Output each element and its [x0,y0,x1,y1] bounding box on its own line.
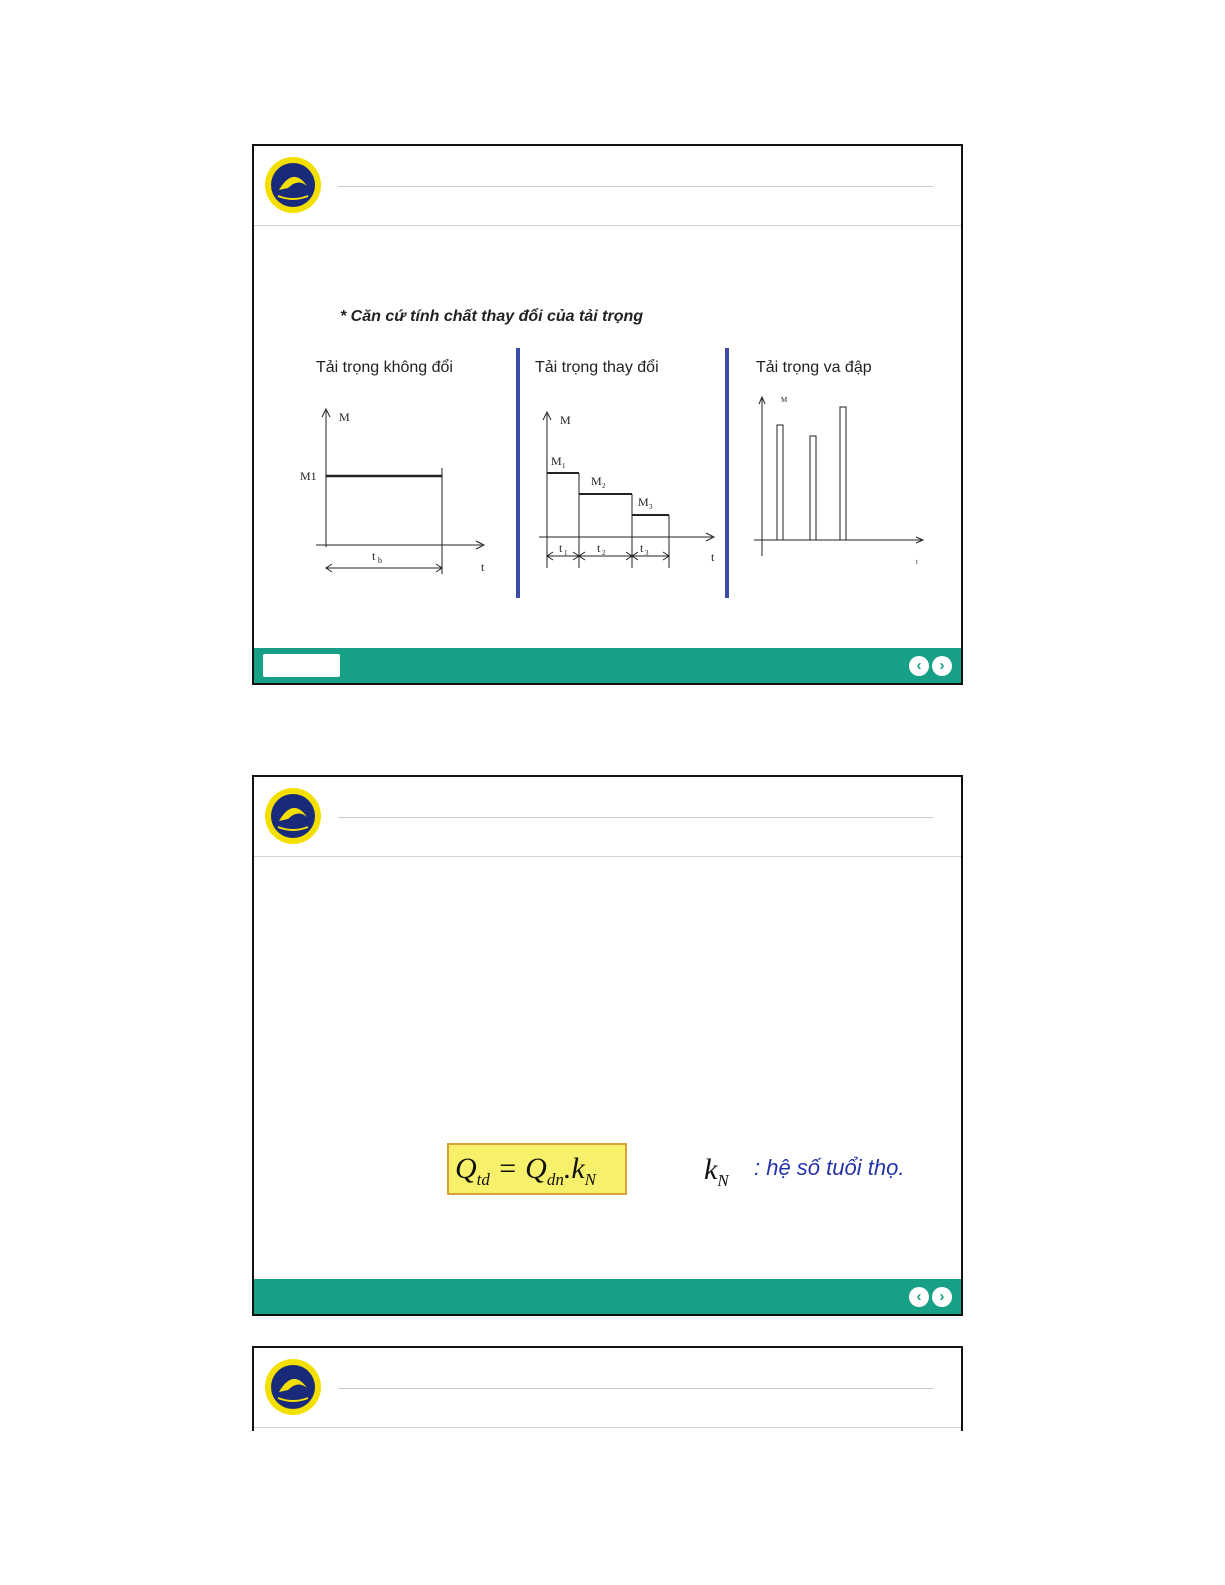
formula-sub-td: td [476,1170,490,1189]
slide-2 [252,775,963,1316]
y-axis-label: M [560,413,571,427]
header-separator [254,1427,961,1428]
kn-symbol [704,1153,729,1191]
impact-bar-2 [810,436,816,540]
footer-label-box [263,654,340,677]
formula-sub-N: N [584,1170,596,1189]
duration-label: t [372,549,376,563]
university-logo [264,1358,322,1416]
step-label-M2-sub: 2 [602,482,606,490]
step-label-M3-sub: 3 [649,503,653,511]
x-axis-label: t [481,560,485,574]
kn-description: : hệ số tuổi thọ. [754,1155,905,1180]
duration-t3: t [640,541,644,555]
header-separator [254,856,961,857]
formula-k: k [571,1152,585,1185]
y-axis-label: M [781,396,788,404]
slide-heading: * Căn cứ tính chất thay đổi của tải trọng [340,308,644,325]
formula-Q: Q [455,1152,477,1185]
step-label-M3: M [638,495,649,509]
y-axis-label: M [339,410,350,424]
duration-t2: t [597,541,601,555]
chevron-left-icon[interactable]: ‹ [909,1287,929,1307]
formula-sub-dn: dn [546,1170,564,1189]
duration-t3-sub: 3 [645,549,649,557]
slide-footer [254,1279,961,1314]
step-label-M2: M [591,474,602,488]
chart-variable-load [539,412,715,568]
formula-equals: = [489,1152,526,1185]
slide-1 [252,144,963,685]
chevron-right-icon[interactable]: › [932,656,952,676]
duration-label-sub: b [378,556,382,565]
column-title-constant: Tải trọng không đổi [316,359,453,376]
kn-k: k [704,1153,718,1186]
load-label-M1: M1 [300,469,317,483]
x-axis-label: t [916,558,918,566]
column-title-variable: Tải trọng thay đổi [535,359,659,376]
x-axis-label: t [711,550,715,564]
slide-3 [252,1346,963,1431]
formula-dot: . [563,1152,572,1185]
duration-t1-sub: 1 [564,549,568,557]
column-title-impact: Tải trọng va đập [756,359,872,376]
slide-footer [254,648,961,683]
university-logo [264,787,322,845]
formula-Q2: Q [525,1152,547,1185]
step-label-M1: M [551,454,562,468]
formula-box [447,1143,627,1195]
chart-constant-load [300,409,485,574]
duration-t2-sub: 2 [602,549,606,557]
header-rule [338,1388,933,1389]
header-rule [338,817,933,818]
step-label-M1-sub: 1 [562,462,566,470]
kn-sub: N [717,1171,729,1190]
chevron-left-icon[interactable]: ‹ [909,656,929,676]
impact-bar-1 [777,425,783,540]
impact-bar-3 [840,407,846,540]
chevron-right-icon[interactable]: › [932,1287,952,1307]
load-diagrams [254,146,963,685]
duration-t1: t [559,541,563,555]
chart-impact-load [754,396,923,566]
